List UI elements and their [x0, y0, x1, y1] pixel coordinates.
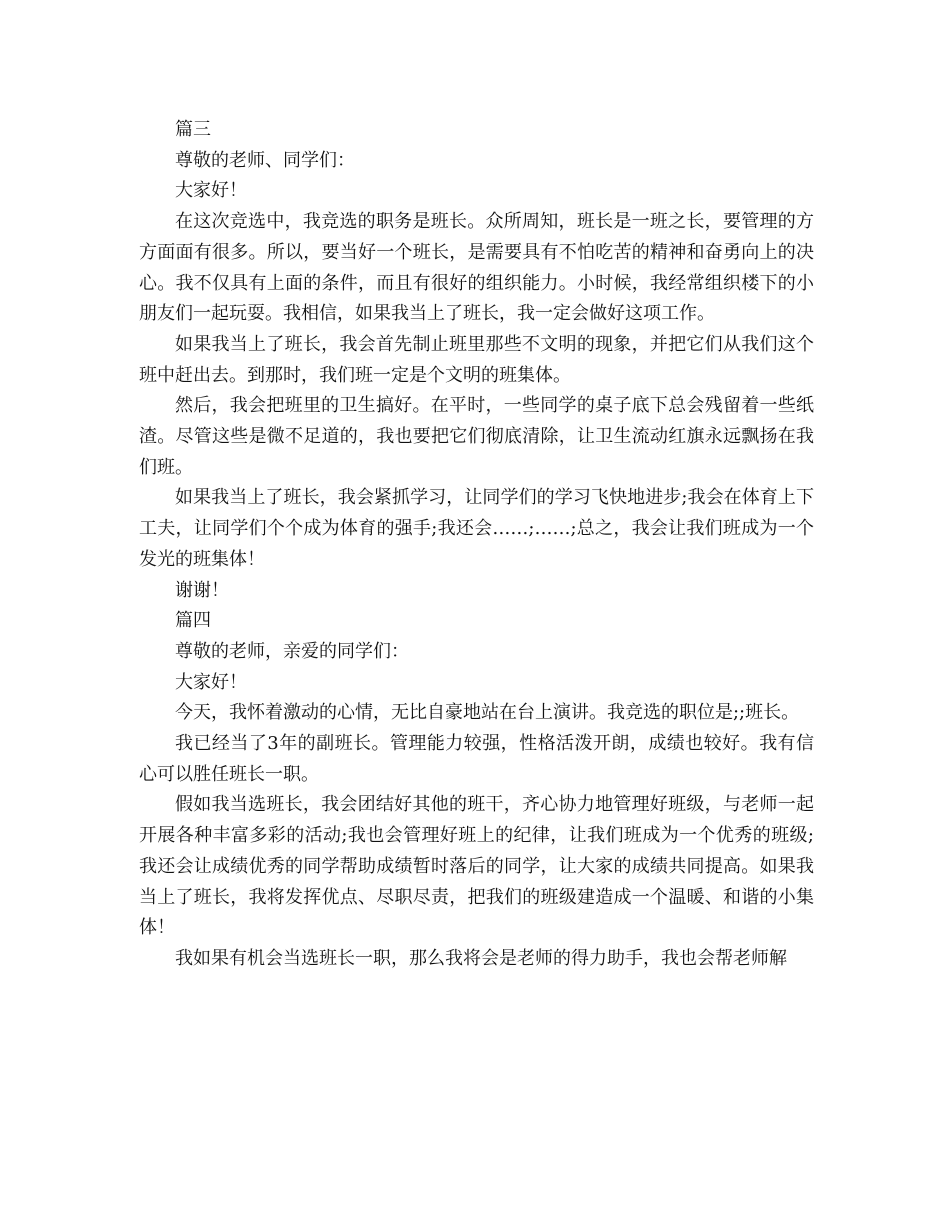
heading-part-four: 篇四 [175, 610, 211, 632]
paragraph: 如果我当上了班长，我会首先制止班里那些不文明的现象，并把它们从我们这个班中赶出去。到那时，我们班一定是个文明的班集体。 [139, 333, 814, 386]
salutation: 尊敬的老师、同学们： [175, 149, 355, 171]
greeting: 大家好！ [175, 180, 247, 202]
paragraph: 今天，我怀着激动的心情，无比自豪地站在台上演讲。我竞选的职位是;;班长。 [175, 702, 800, 724]
paragraph: 在这次竞选中，我竞选的职务是班长。众所周知，班长是一班之长，要管理的方方面面有很多。所以，要当好一个班长，是需要具有不怕吃苦的精神和奋勇向上的决心。我不仅具有上面的条件，而且有很好的组织能力。小时候，我经常组织楼下的小朋友们一起玩耍。我相信，如果我当上了班长，我一定会做好这项工作。 [139, 211, 814, 325]
paragraph: 我如果有机会当选班长一职，那么我将会是老师的得力助手，我也会帮老师解 [175, 947, 787, 969]
paragraph: 然后，我会把班里的卫生搞好。在平时，一些同学的桌子底下总会残留着一些纸渣。尽管这些是微不足道的，我也要把它们彻底清除，让卫生流动红旗永远飘扬在我们班。 [139, 395, 814, 478]
paragraph: 假如我当选班长，我会团结好其他的班干，齐心协力地管理好班级，与老师一起开展各种丰富多彩的活动;我也会管理好班上的纪律，让我们班成为一个优秀的班级;我还会让成绩优秀的同学帮助成绩暂时落后的同学，让大家的成绩共同提高。如果我当上了班长，我将发挥优点、尽职尽责，把我们的班级建造成一个温暖、和谐的小集体！ [139, 794, 814, 939]
document-body [139, 115, 814, 975]
paragraph: 如果我当上了班长，我会紧抓学习，让同学们的学习飞快地进步;我会在体育上下工夫，让同学们个个成为体育的强手;我还会……;……;总之，我会让我们班成为一个发光的班集体！ [139, 487, 814, 570]
closing-thanks: 谢谢！ [175, 579, 229, 601]
paragraph: 我已经当了3年的副班长。管理能力较强，性格活泼开朗，成绩也较好。我有信心可以胜任班长一职。 [139, 733, 814, 785]
salutation: 尊敬的老师，亲爱的同学们： [175, 640, 409, 662]
greeting: 大家好！ [175, 671, 247, 693]
heading-part-three: 篇三 [175, 119, 211, 140]
